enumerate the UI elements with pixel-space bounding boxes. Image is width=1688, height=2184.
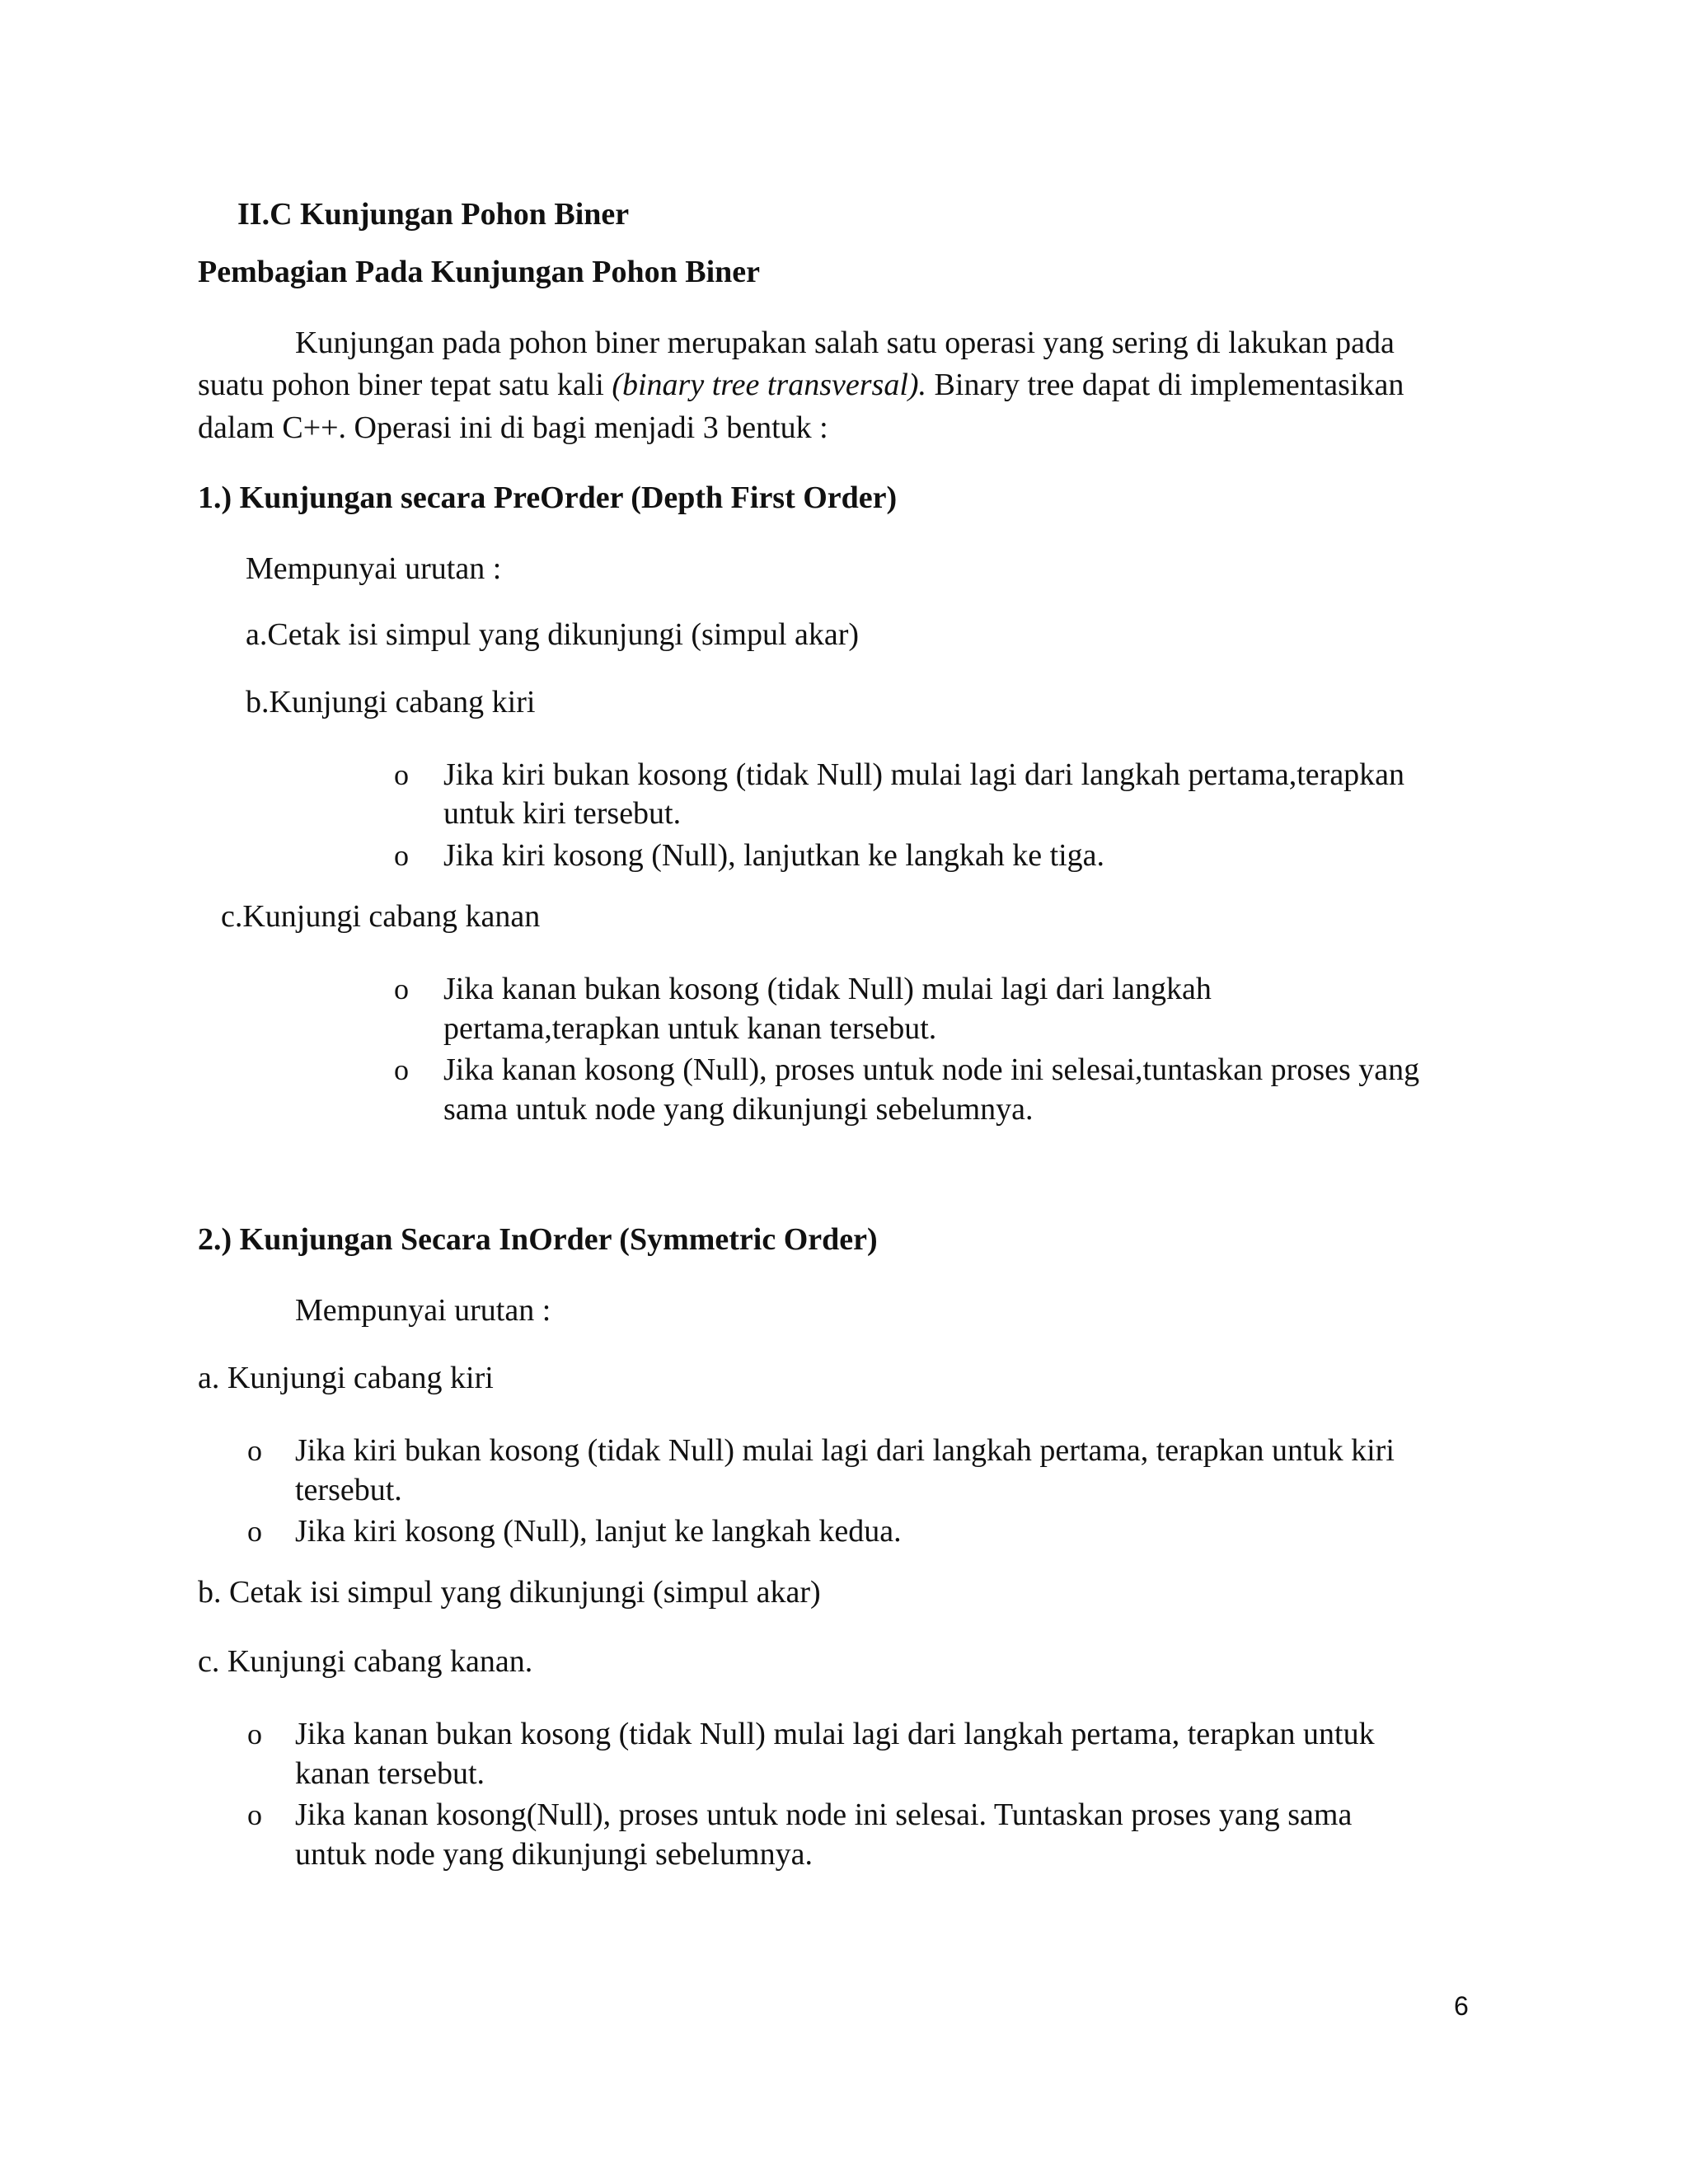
inorder-step-b: b. Cetak isi simpul yang dikunjungi (simpul akar)	[198, 1575, 821, 1610]
bullet-marker: o	[394, 1053, 409, 1086]
preorder-urutan: Mempunyai urutan :	[246, 551, 502, 586]
preorder-b-bullet-1-line-2: untuk kiri tersebut.	[443, 796, 682, 831]
preorder-c-bullet-2-line-2: sama untuk node yang dikunjungi sebelumnya.	[443, 1092, 1034, 1127]
inorder-step-c: c. Kunjungi cabang kanan.	[198, 1644, 533, 1679]
inorder-a-bullet-1-line-1: Jika kiri bukan kosong (tidak Null) mulai lagi dari langkah pertama, terapkan untuk kiri	[295, 1433, 1395, 1468]
bullet-marker: o	[247, 1434, 262, 1467]
inorder-c-bullet-2-line-1: Jika kanan kosong(Null), proses untuk node ini selesai. Tuntaskan proses yang sama	[295, 1797, 1353, 1832]
preorder-c-bullet-1-line-2: pertama,terapkan untuk kanan tersebut.	[443, 1011, 937, 1046]
section-heading: II.C Kunjungan Pohon Biner	[237, 197, 630, 232]
bullet-marker: o	[247, 1515, 262, 1548]
preorder-step-c: c.Kunjungi cabang kanan	[221, 899, 541, 934]
inorder-a-bullet-1-line-2: tersebut.	[295, 1473, 402, 1507]
subheading: Pembagian Pada Kunjungan Pohon Biner	[198, 255, 761, 289]
intro-line-1: Kunjungan pada pohon biner merupakan salah satu operasi yang sering di lakukan pada	[295, 326, 1395, 360]
preorder-c-bullet-1-line-1: Jika kanan bukan kosong (tidak Null) mulai lagi dari langkah	[443, 972, 1212, 1006]
bullet-marker: o	[394, 839, 409, 872]
preorder-step-a: a.Cetak isi simpul yang dikunjungi (simpul akar)	[246, 617, 860, 652]
bullet-marker: o	[394, 758, 409, 791]
intro-line-2-pre: suatu pohon biner tepat satu kali	[198, 368, 612, 402]
inorder-a-bullet-2-line-1: Jika kiri kosong (Null), lanjut ke langkah kedua.	[295, 1514, 902, 1549]
inorder-c-bullet-2-line-2: untuk node yang dikunjungi sebelumnya.	[295, 1837, 813, 1872]
intro-line-2	[198, 365, 1404, 405]
inorder-c-bullet-1-line-2: kanan tersebut.	[295, 1756, 485, 1791]
inorder-urutan: Mempunyai urutan :	[295, 1293, 551, 1328]
intro-line-2-italic: (binary tree transversal).	[612, 368, 927, 402]
inorder-heading: 2.) Kunjungan Secara InOrder (Symmetric Order)	[198, 1222, 878, 1257]
preorder-b-bullet-2-line-1: Jika kiri kosong (Null), lanjutkan ke langkah ke tiga.	[443, 838, 1105, 873]
intro-line-2-post: Binary tree dapat di implementasikan	[926, 368, 1404, 402]
intro-line-3: dalam C++. Operasi ini di bagi menjadi 3 bentuk :	[198, 410, 828, 445]
preorder-step-b: b.Kunjungi cabang kiri	[246, 685, 536, 719]
inorder-step-a: a. Kunjungi cabang kiri	[198, 1361, 494, 1395]
bullet-marker: o	[247, 1798, 262, 1831]
page-number: 6	[1454, 1991, 1469, 2021]
bullet-marker: o	[394, 972, 409, 1005]
inorder-c-bullet-1-line-1: Jika kanan bukan kosong (tidak Null) mulai lagi dari langkah pertama, terapkan untuk	[295, 1717, 1375, 1751]
preorder-heading: 1.) Kunjungan secara PreOrder (Depth First Order)	[198, 480, 898, 515]
preorder-c-bullet-2-line-1: Jika kanan kosong (Null), proses untuk node ini selesai,tuntaskan proses yang	[443, 1052, 1420, 1087]
preorder-b-bullet-1-line-1: Jika kiri bukan kosong (tidak Null) mulai lagi dari langkah pertama,terapkan	[443, 757, 1405, 792]
bullet-marker: o	[247, 1718, 262, 1750]
